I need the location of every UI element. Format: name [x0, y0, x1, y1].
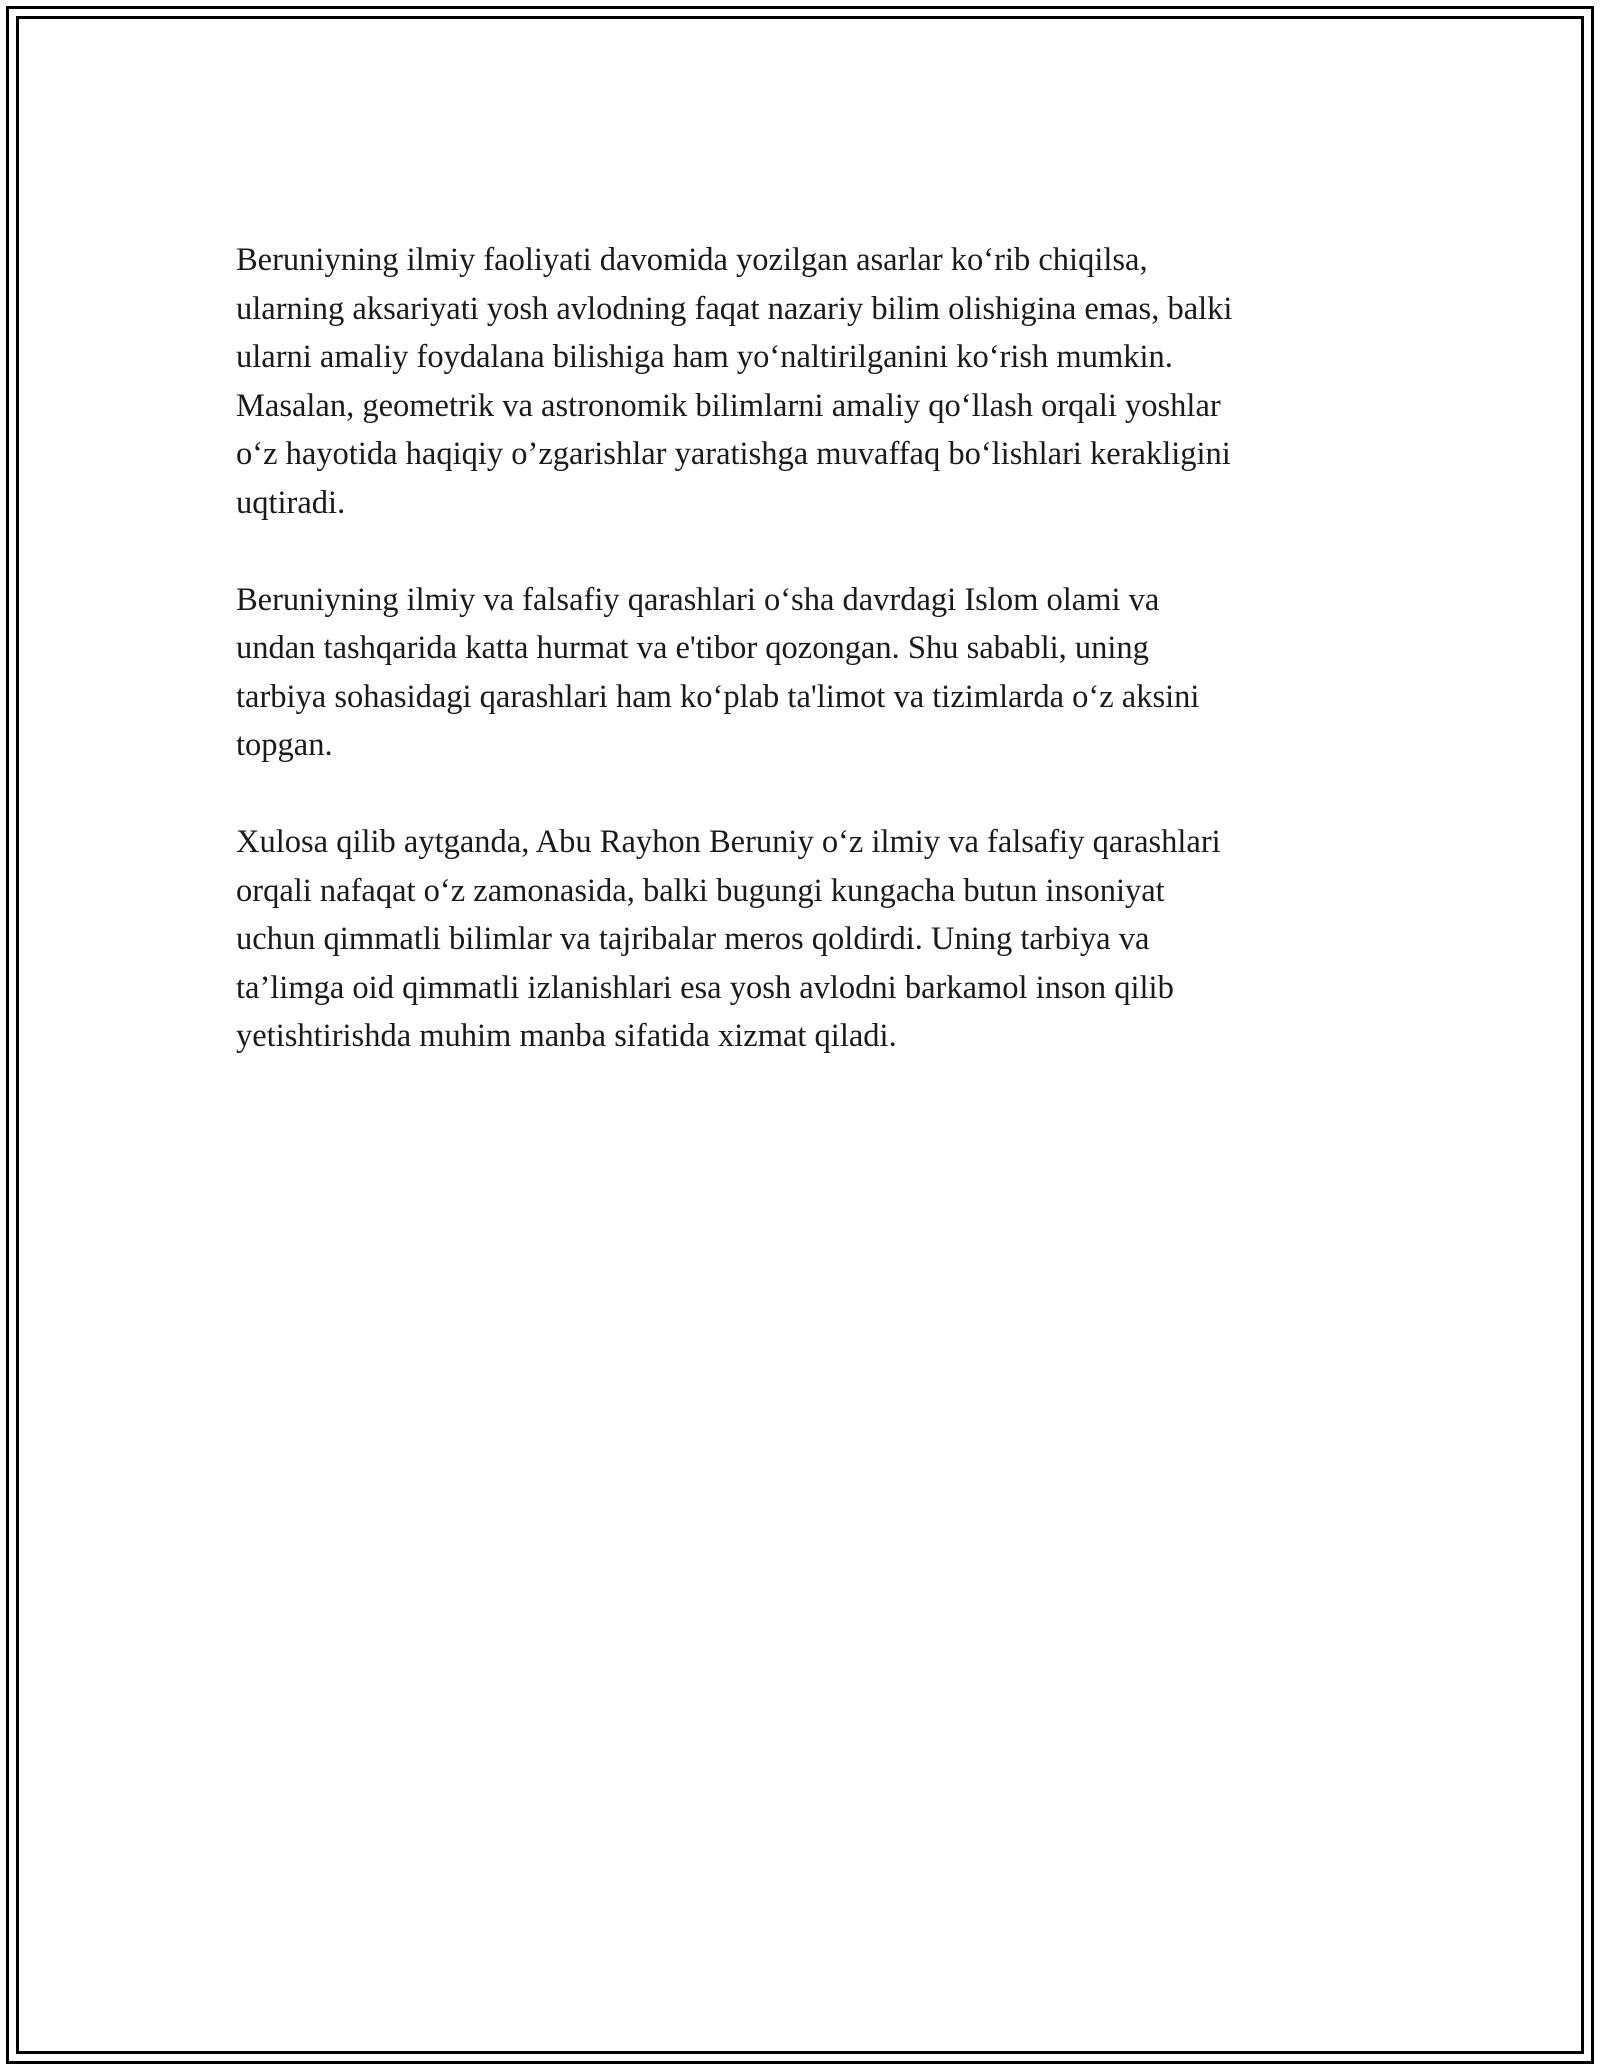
document-body: [236, 236, 1376, 1109]
paragraph-1: Beruniyning ilmiy faoliyati davomida yozilgan asarlar ko‘rib chiqilsa, ularning aksariyati yosh avlodning faqat nazariy bilim olishigina emas, balki ularni amaliy foydalana bilishiga ham yo‘naltirilganini ko‘rish mumkin. Masalan, geometrik va astronomik bilimlarni amaliy qo‘llash orqali yoshlar o‘z hayotida haqiqiy o’zgarishlar yaratishga muvaffaq bo‘lishlari kerakligini uqtiradi.: [236, 242, 1233, 521]
paragraph-2: Beruniyning ilmiy va falsafiy qarashlari o‘sha davrdagi Islom olami va undan tashqarida katta hurmat va e'tibor qozongan. Shu sababli, uning tarbiya sohasidagi qarashlari ham ko‘plab ta'limot va tizimlarda o‘z aksini topgan.: [236, 581, 1200, 763]
paragraph-3: Xulosa qilib aytganda, Abu Rayhon Beruniy o‘z ilmiy va falsafiy qarashlari orqali nafaqat o‘z zamonasida, balki bugungi kungacha butun insoniyat uchun qimmatli bilimlar va tajribalar meros qoldirdi. Uning tarbiya va ta’limga oid qimmatli izlanishlari esa yosh avlodni barkamol inson qilib yetishtirishda muhim manba sifatida xizmat qiladi.: [236, 824, 1221, 1054]
